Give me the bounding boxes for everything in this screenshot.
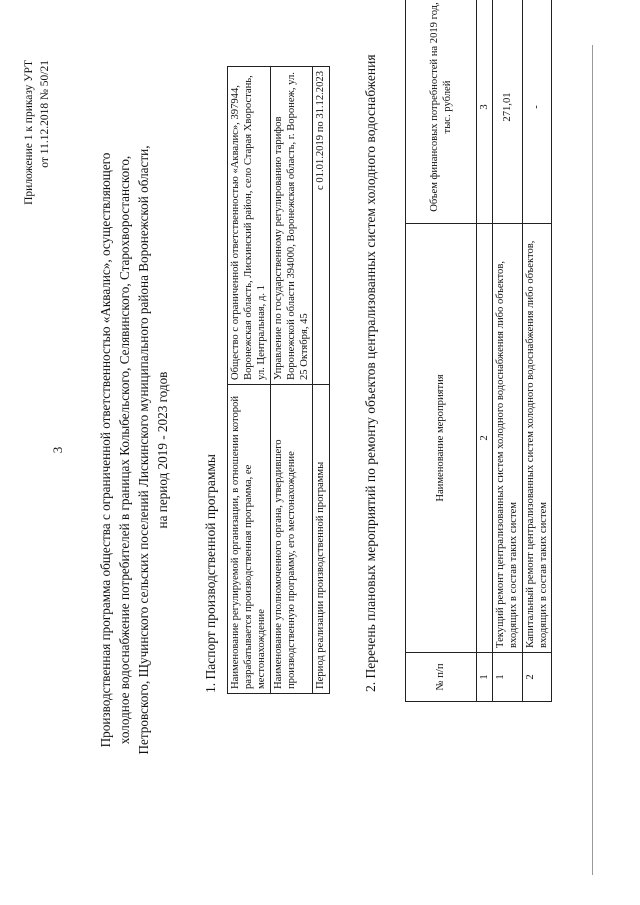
title-line-2: холодное водоснабжение потребителей в границах Колыбельского, Селявинского, Староxворостанского, — [117, 155, 133, 745]
table-cell: 2 — [477, 224, 493, 653]
appendix-line-2: от 11.12.2018 № 50/21 — [38, 60, 51, 168]
page-number: 3 — [50, 446, 65, 454]
passport-table — [227, 66, 330, 694]
table-cell: 271,01 — [493, 0, 522, 224]
table-cell: 1 — [493, 653, 522, 702]
column-header: № п/п — [406, 653, 477, 702]
table-row — [522, 0, 551, 702]
table-row — [313, 67, 329, 694]
appendix-note — [22, 60, 53, 280]
table-cell: Управление по государственному регулированию тарифов Воронежской области 394000, Воронежская область, г. Воронеж, ул. 25 Октября, 45 — [270, 67, 313, 385]
table-row — [270, 67, 313, 694]
table-cell: Период реализации производственной программы — [313, 385, 329, 694]
table-cell: Текущий ремонт централизованных систем холодного водоснабжения либо объектов, входящих в состав таких систем — [493, 224, 522, 653]
table-header-row — [406, 0, 477, 702]
section-1-heading: 1. Паспорт производственной программы — [203, 454, 218, 693]
table-cell: 3 — [477, 0, 493, 224]
table-cell: - — [522, 0, 551, 224]
title-line-4: на период 2019 - 2023 годов — [155, 371, 171, 529]
page-bottom-rule — [592, 45, 593, 875]
appendix-line-1: Приложение 1 к приказу УРТ — [23, 60, 35, 205]
events-table — [405, 0, 552, 702]
table-cell: с 01.01.2019 по 31.12.2023 — [313, 67, 329, 385]
table-cell: 2 — [522, 653, 551, 702]
table-row — [477, 0, 493, 702]
column-header: Объем финансовых потребностей на 2019 год, тыс. рублей — [406, 0, 477, 224]
table-row — [228, 67, 271, 694]
table-cell: 1 — [477, 653, 493, 702]
table-cell: Капитальный ремонт централизованных систем холодного водоснабжения либо объектов, входящих в состав таких систем — [522, 224, 551, 653]
table-row — [493, 0, 522, 702]
document-title — [96, 85, 173, 815]
title-line-3: Петровского, Щучинского сельских поселений Лискинского муниципального района Воронежской области, — [136, 145, 152, 755]
table-cell: Наименование регулируемой организации, в отношении которой разрабатывается производственная программа, ее местонахождение — [228, 385, 271, 694]
table-cell: Общество с ограниченной ответственностью «Аквалис», 397944, Воронежская область, Лискинский район, село Старая Хворостань, ул. Центральная, д. 1 — [228, 67, 271, 385]
column-header: Наименование мероприятия — [406, 224, 477, 653]
title-line-1: Производственная программа общества с ограниченной ответственностью «Аквалис», осуществляющего — [98, 152, 113, 748]
section-2-heading: 2. Перечень плановых мероприятий по ремонту объектов централизованных систем холодного водоснабжения — [363, 54, 378, 692]
table-cell: Наименование уполномоченного органа, утвердившего производственную программу, его местонахождение — [270, 385, 313, 694]
